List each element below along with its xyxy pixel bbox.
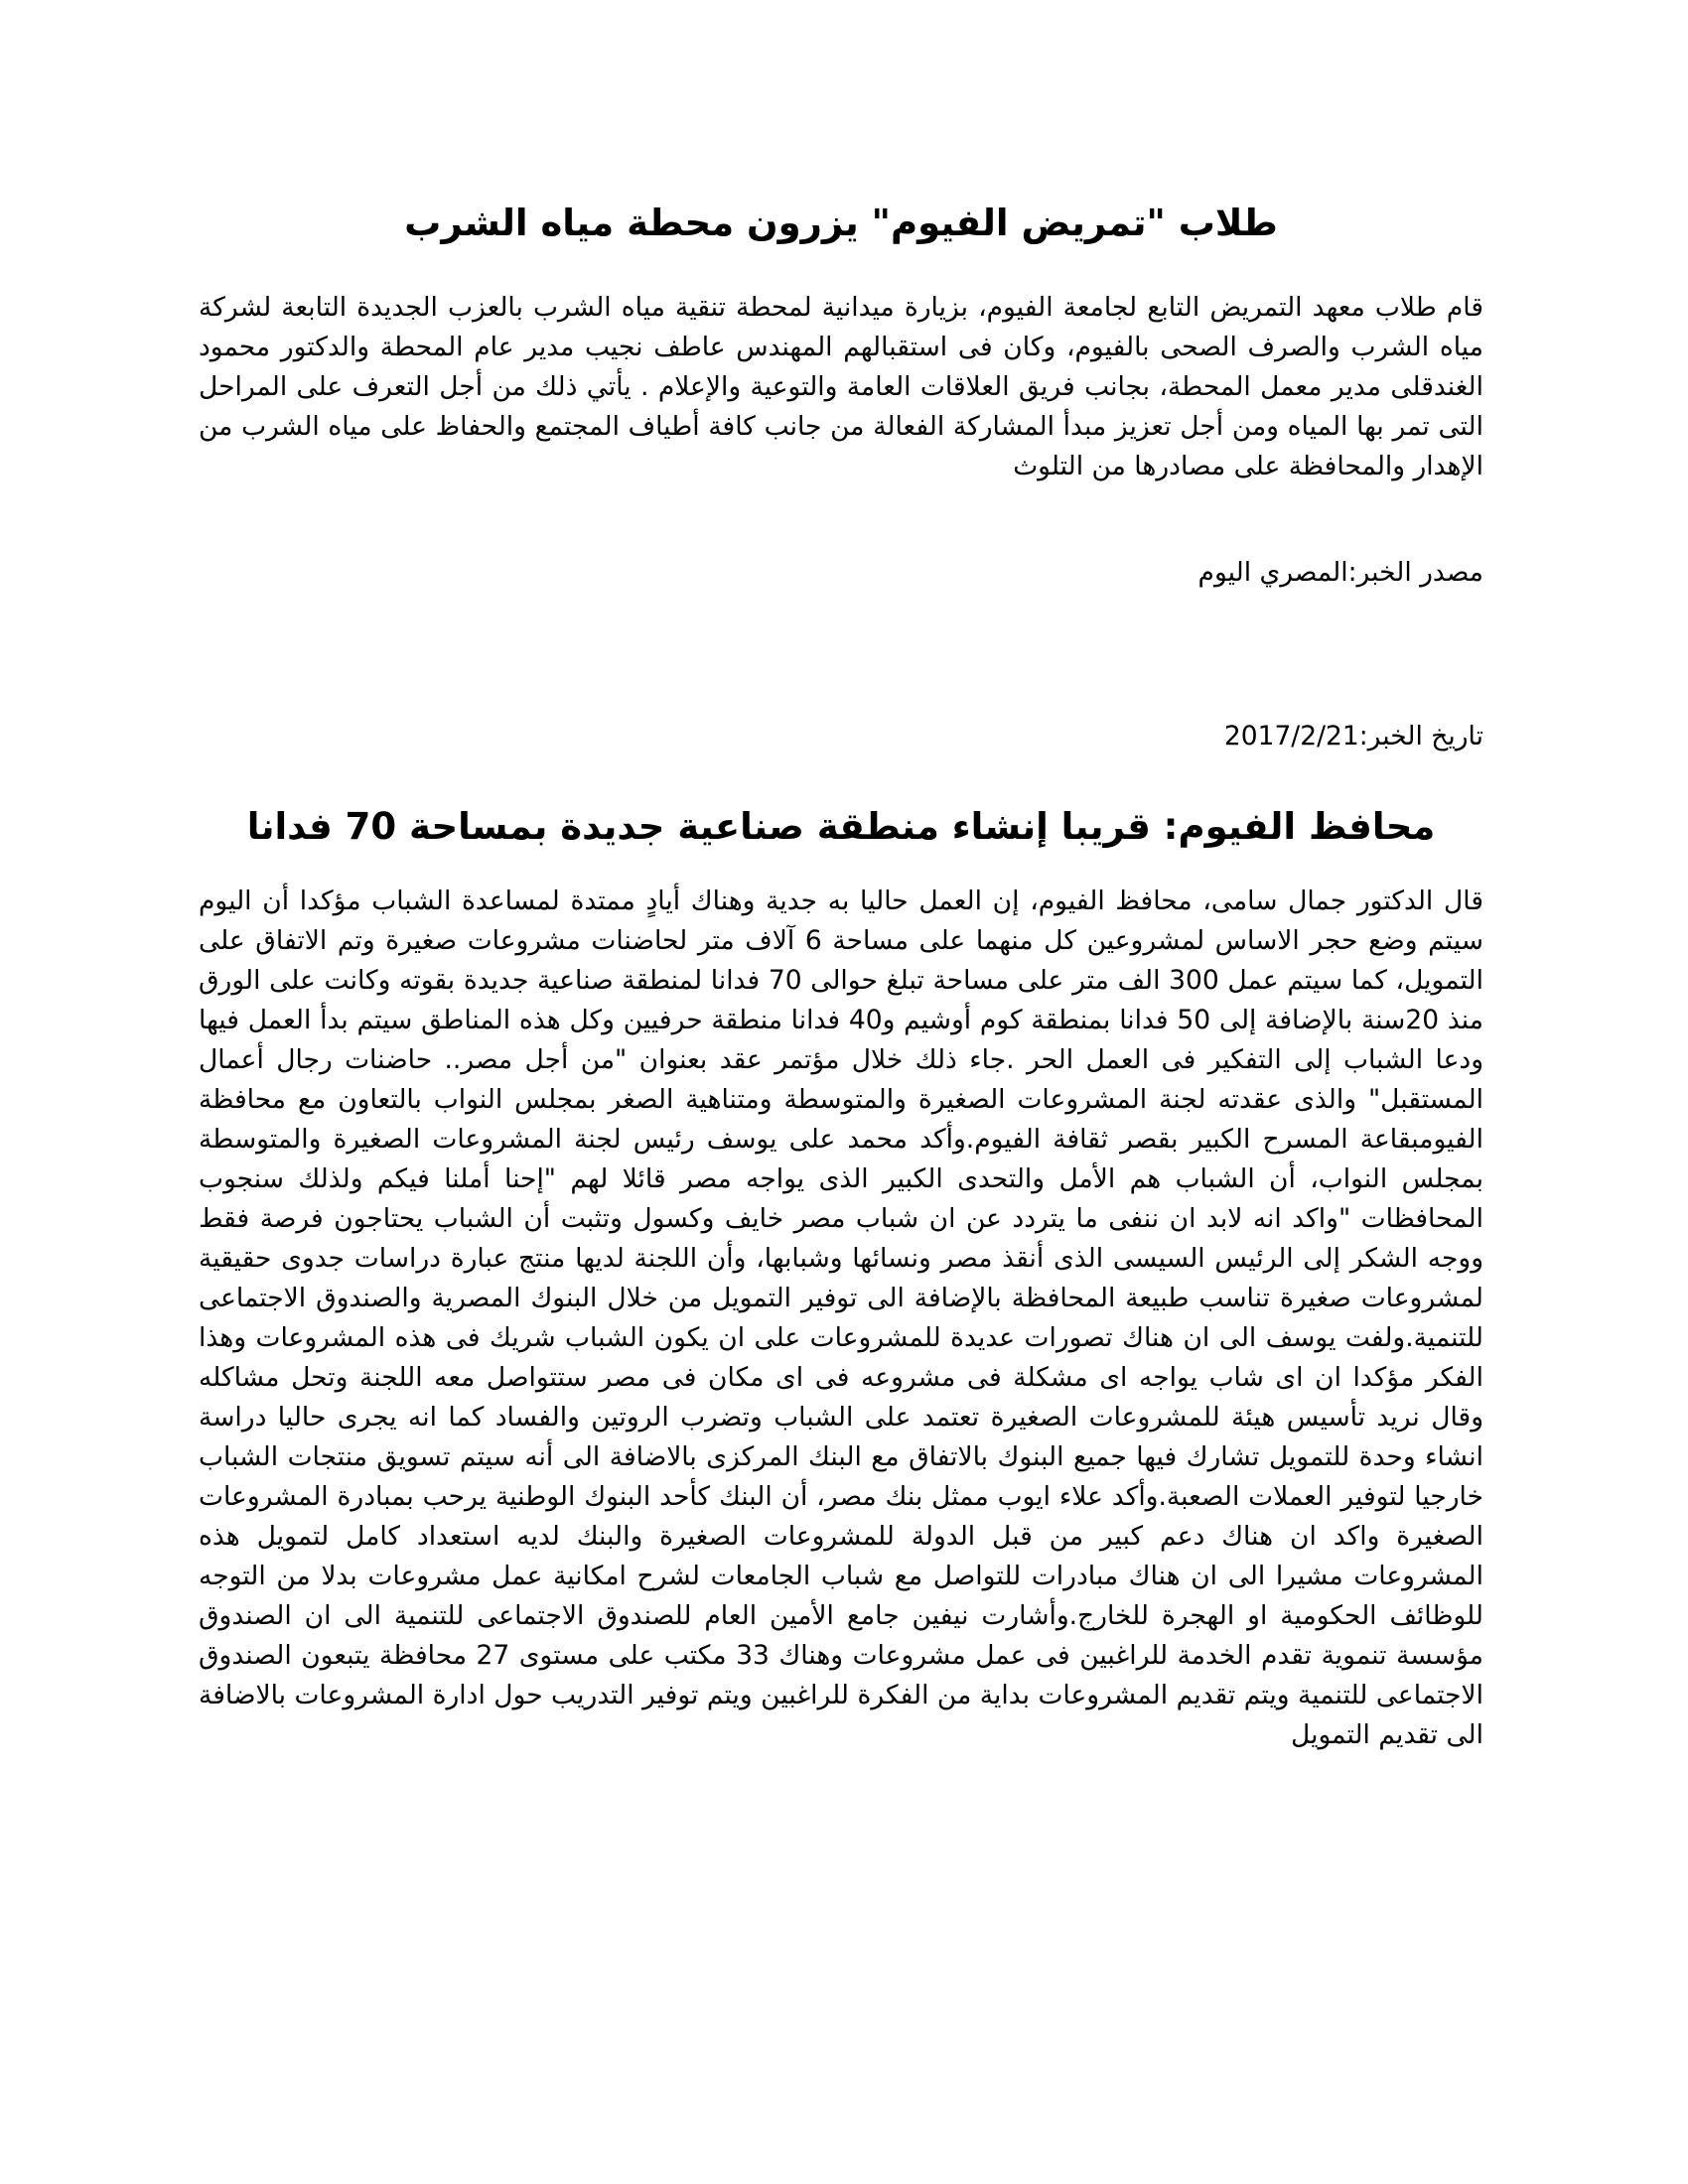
article-1-title: طلاب "تمريض الفيوم" يزرون محطة مياه الشرب — [404, 202, 1278, 244]
article-1-body: قام طلاب معهد التمريض التابع لجامعة الفيوم، بزيارة ميدانية لمحطة تنقية مياه الشرب بالعزب الجديدة التابعة لشركة مياه الشرب والصرف الصحى بالفيوم، وكان فى استقبالهم المهندس عاطف نجيب مدير عام المحطة والدكتور محمود الغندقلى مدير معمل المحطة، بجانب فريق العلاقات العامة والتوعية والإعلام . يأتي ذلك من أجل التعرف على المراحل التى تمر بها المياه ومن أجل تعزيز مبدأ المشاركة الفعالة من جانب كافة أطياف المجتمع والحفاظ على مياه الشرب من الإهدار والمحافظة على مصادرها من التلوث — [199, 292, 1483, 481]
article-2-title: محافظ الفيوم: قريبا إنشاء منطقة صناعية جديدة بمساحة 70 فدانا — [246, 805, 1436, 848]
article-2-date: تاريخ الخبر:2017/2/21 — [1223, 721, 1483, 751]
article-1-source: مصدر الخبر:المصري اليوم — [1197, 557, 1483, 588]
article-2-body: قال الدكتور جمال سامى، محافظ الفيوم، إن العمل حاليا به جدية وهناك أيادٍ ممتدة لمساعدة الشباب مؤكدا أن اليوم سيتم وضع حجر الاساس لمشروعين كل منهما على مساحة 6 آلاف متر لحاضنات مشروعات صغيرة وتم الاتفاق على التمويل، كما سيتم عمل 300 الف متر على مساحة تبلغ حوالى 70 فدانا لمنطقة صناعية جديدة بقوته وكانت على الورق منذ 20سنة بالإضافة إلى 50 فدانا بمنطقة كوم أوشيم و40 فدانا منطقة حرفيين وكل هذه المناطق سيتم بدأ العمل فيها ودعا الشباب إلى التفكير فى العمل الحر .جاء ذلك خلال مؤتمر عقد بعنوان "من أجل مصر.. حاضنات رجال أعمال المستقبل" والذى عقدته لجنة المشروعات الصغيرة والمتوسطة ومتناهية الصغر بمجلس النواب بالتعاون مع محافظة الفيومبقاعة المسرح الكبير بقصر ثقافة الفيوم.وأكد محمد على يوسف رئيس لجنة المشروعات الصغيرة والمتوسطة بمجلس النواب، أن الشباب هم الأمل والتحدى الكبير الذى يواجه مصر قائلا لهم "إحنا أملنا فيكم ولذلك سنجوب المحافظات "واكد انه لابد ان ننفى ما يتردد عن ان شباب مصر خايف وكسول وتثبت أن الشباب يحتاجون فرصة فقط ووجه الشكر إلى الرئيس السيسى الذى أنقذ مصر ونسائها وشبابها، وأن اللجنة لديها منتج عبارة دراسات جدوى حقيقية لمشروعات صغيرة تناسب طبيعة المحافظة بالإضافة الى توفير التمويل من خلال البنوك المصرية والصندوق الاجتماعى للتنمية.ولفت يوسف الى ان هناك تصورات عديدة للمشروعات على ان يكون الشباب شريك فى هذه المشروعات وهذا الفكر مؤكدا ان اى شاب يواجه اى مشكلة فى مشروعه فى اى مكان فى مصر ستتواصل معه اللجنة وتحل مشاكله وقال نريد تأسيس هيئة للمشروعات الصغيرة تعتمد على الشباب وتضرب الروتين والفساد كما انه يجرى حاليا دراسة انشاء وحدة للتمويل تشارك فيها جميع البنوك بالاتفاق مع البنك المركزى بالاضافة الى أنه سيتم تسويق منتجات الشباب خارجيا لتوفير العملات الصعبة.وأكد علاء ايوب ممثل بنك مصر، أن البنك كأحد البنوك الوطنية يرحب بمبادرة المشروعات الصغيرة واكد ان هناك دعم كبير من قبل الدولة للمشروعات الصغيرة والبنك لديه استعداد كامل لتمويل هذه المشروعات مشيرا الى ان هناك مبادرات للتواصل مع شباب الجامعات لشرح امكانية عمل مشروعات بدلا من التوجه للوظائف الحكومية او الهجرة للخارج.وأشارت نيفين جامع الأمين العام للصندوق الاجتماعى للتنمية الى ان الصندوق مؤسسة تنموية تقدم الخدمة للراغبين فى عمل مشروعات وهناك 33 مكتب على مستوى 27 محافظة يتبعون الصندوق الاجتماعى للتنمية ويتم تقديم المشروعات بداية من الفكرة للراغبين ويتم توفير التدريب حول ادارة المشروعات بالاضافة الى تقديم التمويل — [199, 886, 1484, 1750]
